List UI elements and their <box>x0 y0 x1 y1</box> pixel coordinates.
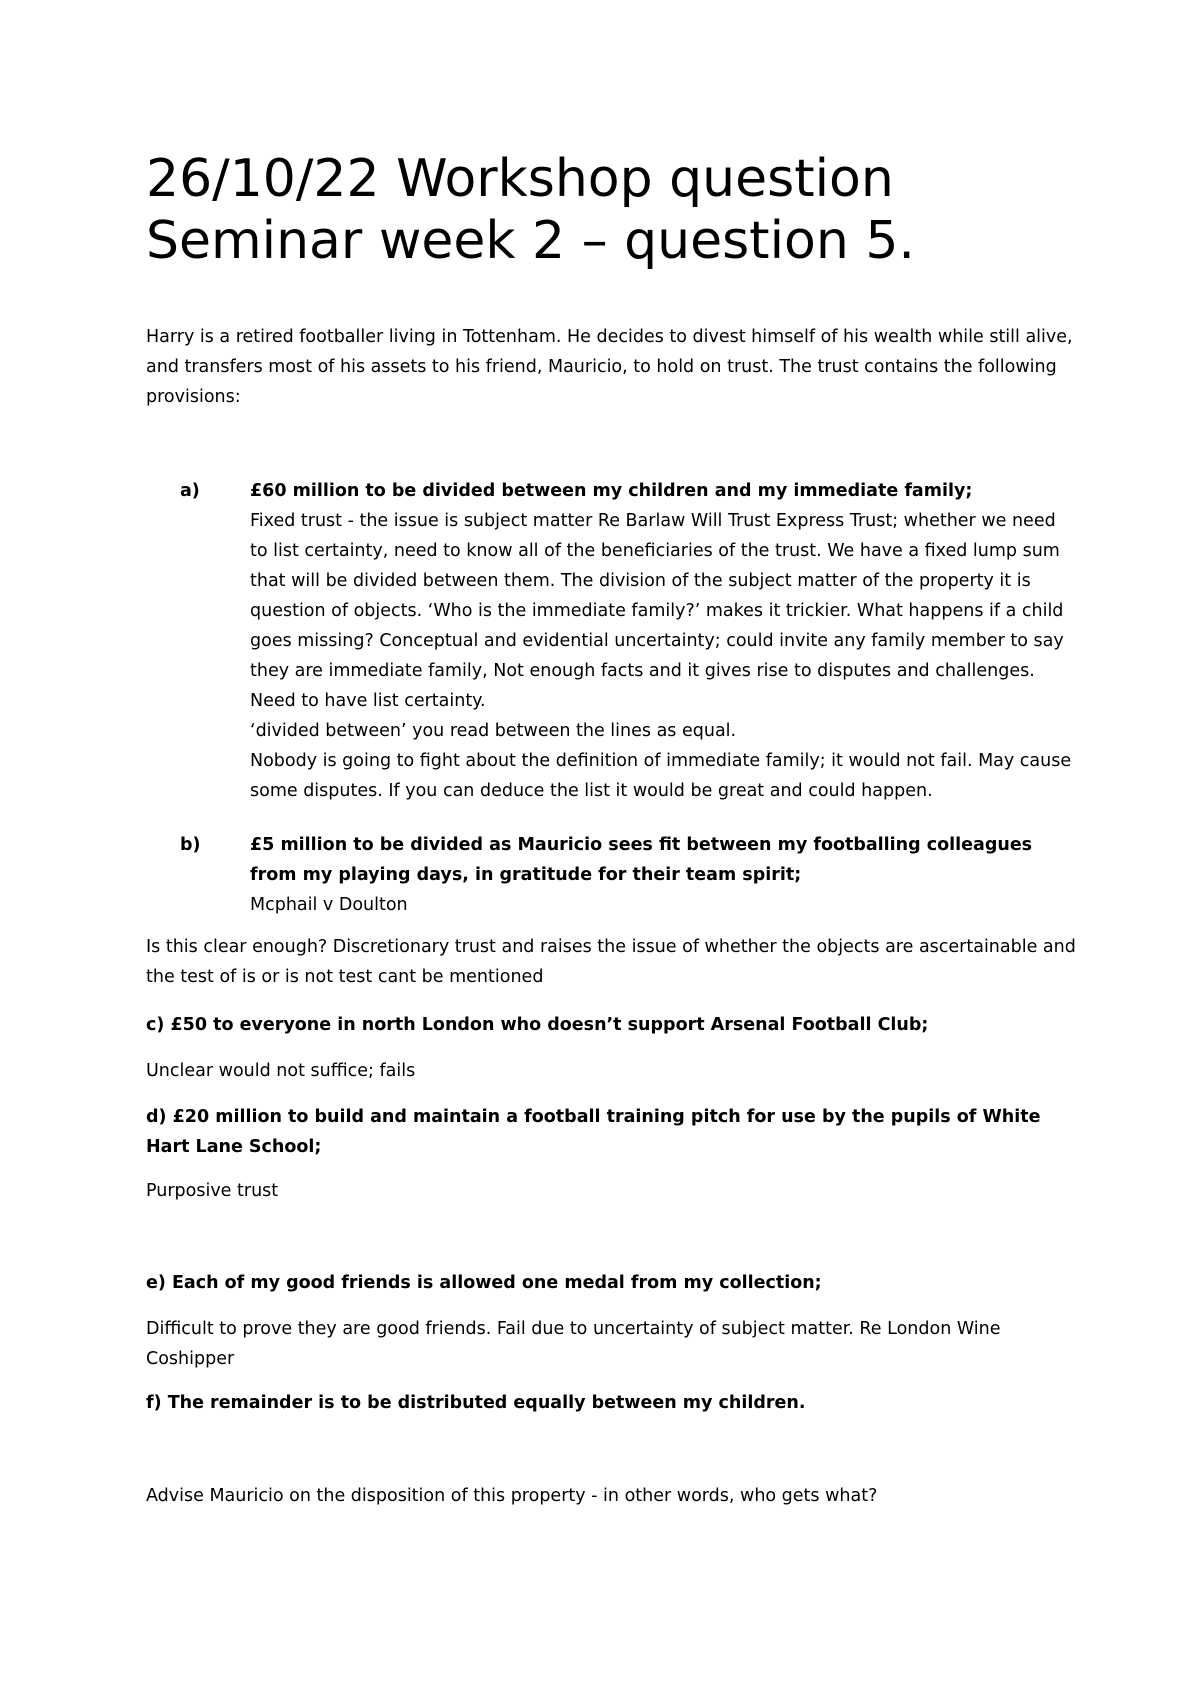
provision-a-marker: a) <box>180 481 200 501</box>
provision-c-heading: c) £50 to everyone in north London who doesn’t support Arsenal Football Club; <box>146 1015 929 1035</box>
provision-a-note-4: Nobody is going to fight about the definition of immediate family; it would not fail. May cause some disputes. If you can deduce the list it would be great and could happen. <box>250 751 1072 801</box>
provision-b <box>180 830 1076 920</box>
provision-a-heading: £60 million to be divided between my children and my immediate family; <box>250 481 973 501</box>
provision-b-marker: b) <box>180 835 201 855</box>
provision-a <box>180 476 1076 806</box>
closing-question: Advise Mauricio on the disposition of this property - in other words, who gets what? <box>146 1486 878 1506</box>
title-line-1: 26/10/22 Workshop question <box>146 149 894 209</box>
provision-b-followup: Is this clear enough? Discretionary trust and raises the issue of whether the objects are ascertainable and the test of is or is not test cant be mentioned <box>146 937 1076 987</box>
provision-b-note: Mcphail v Doulton <box>250 895 408 915</box>
provision-d-heading: d) £20 million to build and maintain a football training pitch for use by the pupils of White Hart Lane School; <box>146 1107 1041 1157</box>
provision-a-note-1: Fixed trust - the issue is subject matter Re Barlaw Will Trust Express Trust; whether we need to list certainty, need to know all of the beneficiaries of the trust. We have a fixed lump sum that will be divided between them. The division of the subject matter of the property it is question of objects. ‘Who is the immediate family?’ makes it trickier. What happens if a child goes missing? Conceptual and evidential uncertainty; could invite any family member to say they are immediate family, Not enough facts and it gives rise to disputes and challenges. <box>250 511 1064 681</box>
provision-c-note: Unclear would not suffice; fails <box>146 1061 416 1081</box>
provision-a-note-2: Need to have list certainty. <box>250 691 486 711</box>
provision-e-heading: e) Each of my good friends is allowed one medal from my collection; <box>146 1273 822 1293</box>
document-title <box>146 148 915 272</box>
provision-e-note: Difficult to prove they are good friends. Fail due to uncertainty of subject matter. Re London Wine Coshipper <box>146 1319 1001 1369</box>
intro-paragraph: Harry is a retired footballer living in Tottenham. He decides to divest himself of his wealth while still alive, and transfers most of his assets to his friend, Mauricio, to hold on trust. The trust contains the following provisions: <box>146 327 1073 407</box>
provision-b-heading: £5 million to be divided as Mauricio sees fit between my footballing colleagues from my playing days, in gratitude for their team spirit; <box>250 835 1033 885</box>
provision-d-note: Purposive trust <box>146 1181 279 1201</box>
provision-f-heading: f) The remainder is to be distributed equally between my children. <box>146 1393 806 1413</box>
title-line-2: Seminar week 2 – question 5. <box>146 211 915 271</box>
provision-a-note-3: ‘divided between’ you read between the lines as equal. <box>250 721 737 741</box>
